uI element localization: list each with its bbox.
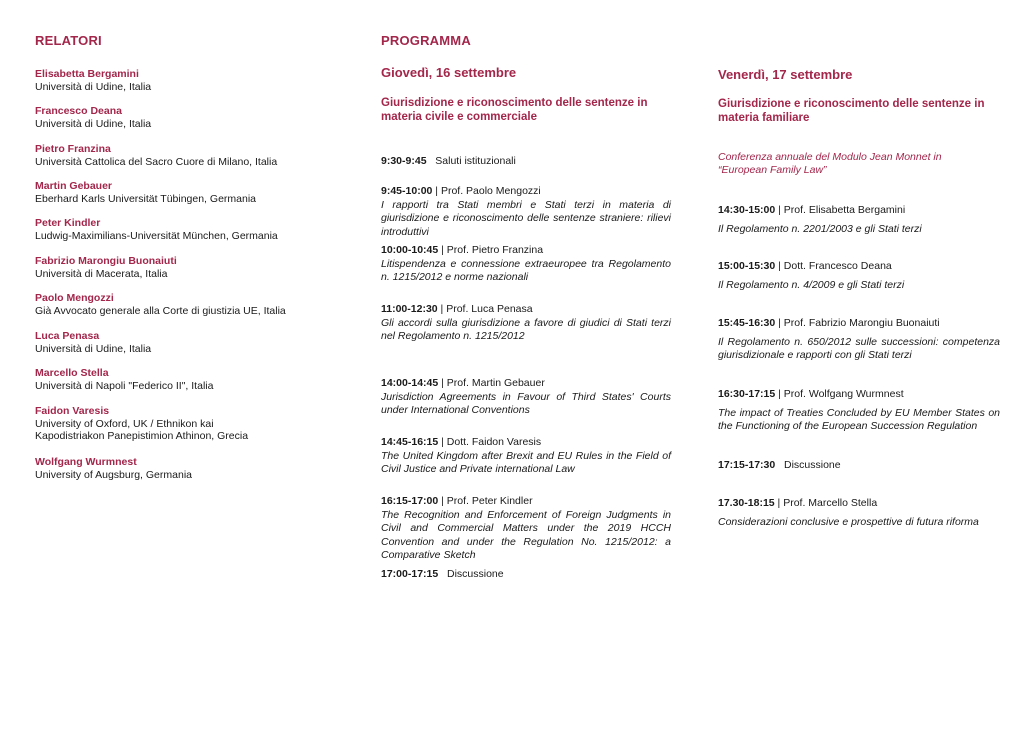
speaker-entry bbox=[35, 217, 335, 242]
speaker-name: Pietro Franzina bbox=[35, 143, 111, 155]
day1-session-title: Giurisdizione e riconoscimento delle sentenze in materia civile e commerciale bbox=[381, 97, 648, 123]
item-speaker: Prof. Fabrizio Marongiu Buonaiuti bbox=[783, 317, 940, 329]
item-talk-title: Il Regolamento n. 2201/2003 e gli Stati terzi bbox=[718, 222, 922, 235]
item-time: 17:15-17:30 bbox=[718, 459, 776, 471]
speaker-name: Peter Kindler bbox=[35, 217, 101, 229]
item-talk-title: Gli accordi sulla giurisdizione a favore di giudici di Stati terzi nel Regolamento n. 1215/2012 bbox=[381, 316, 671, 342]
program-item: 14:30-15:00 | Prof. Elisabetta Bergamini Il Regolamento n. 2201/2003 e gli Stati terzi bbox=[718, 204, 1000, 236]
speaker-affiliation: Università di Udine, Italia bbox=[35, 117, 152, 130]
speaker-affiliation: Università Cattolica del Sacro Cuore di Milano, Italia bbox=[35, 155, 278, 168]
day2-title: Venerdì, 17 settembre bbox=[718, 67, 853, 82]
item-speaker: Dott. Faidon Varesis bbox=[446, 436, 542, 448]
speaker-affiliation: Università di Udine, Italia bbox=[35, 80, 152, 93]
speaker-entry bbox=[35, 105, 335, 130]
speaker-entry bbox=[35, 330, 335, 355]
item-time: 17:00-17:15 bbox=[381, 568, 439, 580]
speaker-name: Luca Penasa bbox=[35, 330, 100, 342]
item-speaker: Prof. Elisabetta Bergamini bbox=[783, 204, 906, 216]
speaker-name: Francesco Deana bbox=[35, 105, 122, 117]
speaker-name: Elisabetta Bergamini bbox=[35, 68, 139, 80]
item-speaker: Prof. Marcello Stella bbox=[783, 497, 878, 509]
item-speaker: Prof. Peter Kindler bbox=[446, 495, 533, 507]
speaker-entry bbox=[35, 292, 335, 317]
speaker-entry bbox=[35, 180, 335, 205]
program-item: 16:15-17:00 | Prof. Peter Kindler The Recognition and Enforcement of Foreign Judgments in Civil and Commercial Matters under the 2019 HCCH Convention and under the Regulation No. 1215/2012: a Comparative Sketch bbox=[381, 495, 671, 561]
speaker-affiliation: Università di Udine, Italia bbox=[35, 342, 152, 355]
speaker-entry bbox=[35, 143, 335, 168]
item-speaker: Prof. Pietro Franzina bbox=[446, 244, 544, 256]
program-item bbox=[718, 459, 1000, 473]
item-talk-title: Il Regolamento n. 650/2012 sulle successioni: competenza giurisdizionale e rapporti con gli Stati terzi bbox=[718, 335, 1000, 361]
item-time: 11:00-12:30 bbox=[381, 303, 438, 315]
item-time: 14:30-15:00 bbox=[718, 204, 776, 216]
speaker-affiliation: Eberhard Karls Universität Tübingen, Germania bbox=[35, 192, 256, 205]
item-speaker: Prof. Wolfgang Wurmnest bbox=[783, 388, 904, 400]
item-time: 9:30-9:45 bbox=[381, 155, 427, 167]
speakers-heading: RELATORI bbox=[35, 33, 102, 48]
item-speaker: Saluti istituzionali bbox=[435, 155, 516, 167]
item-speaker: Dott. Francesco Deana bbox=[783, 260, 892, 272]
speaker-affiliation: University of Augsburg, Germania bbox=[35, 468, 192, 481]
speaker-entry bbox=[35, 367, 335, 392]
day2-session-title: Giurisdizione e riconoscimento delle sentenze in materia familiare bbox=[718, 98, 985, 124]
item-talk-title: Considerazioni conclusive e prospettive di futura riforma bbox=[718, 515, 979, 528]
program-item: 11:00-12:30 | Prof. Luca Penasa Gli accordi sulla giurisdizione a favore di giudici di Stati terzi nel Regolamento n. 1215/2012 bbox=[381, 303, 671, 342]
item-talk-title: Litispendenza e connessione extraeuropee tra Regolamento n. 1215/2012 e norme nazionali bbox=[381, 257, 671, 283]
program-item: 14:00-14:45 | Prof. Martin Gebauer Jurisdiction Agreements in Favour of Third States' Courts under International Conventions bbox=[381, 377, 671, 416]
item-time: 10:00-10:45 bbox=[381, 244, 439, 256]
program-heading: PROGRAMMA bbox=[381, 33, 471, 48]
speaker-entry bbox=[35, 255, 335, 280]
item-time: 9:45-10:00 bbox=[381, 185, 433, 197]
program-item: 9:45-10:00 | Prof. Paolo Mengozzi I rapporti tra Stati membri e Stati terzi in materia di giurisdizione e riconoscimento delle sentenze straniere: rilievi introduttivi bbox=[381, 185, 671, 238]
speaker-name: Wolfgang Wurmnest bbox=[35, 456, 137, 468]
speaker-entry bbox=[35, 456, 335, 481]
item-talk-title: Il Regolamento n. 4/2009 e gli Stati terzi bbox=[718, 278, 905, 291]
item-time: 14:45-16:15 bbox=[381, 436, 439, 448]
speaker-name: Faidon Varesis bbox=[35, 405, 110, 417]
speaker-entry bbox=[35, 405, 280, 443]
program-item: 14:45-16:15 | Dott. Faidon Varesis The United Kingdom after Brexit and EU Rules in the Field of Civil Justice and Private international Law bbox=[381, 436, 671, 475]
item-talk-title: The United Kingdom after Brexit and EU Rules in the Field of Civil Justice and Private international Law bbox=[381, 449, 671, 475]
speaker-affiliation: Già Avvocato generale alla Corte di giustizia UE, Italia bbox=[35, 304, 286, 317]
program-item: 10:00-10:45 | Prof. Pietro Franzina Litispendenza e connessione extraeuropee tra Regolamento n. 1215/2012 e norme nazionali bbox=[381, 244, 671, 283]
item-time: 16:30-17:15 bbox=[718, 388, 776, 400]
speaker-name: Marcello Stella bbox=[35, 367, 109, 379]
item-speaker: Discussione bbox=[446, 568, 504, 580]
item-talk-title: The Recognition and Enforcement of Foreign Judgments in Civil and Commercial Matters under the 2019 HCCH Convention and under the Regulation No. 1215/2012: a Comparative Sketch bbox=[381, 508, 671, 561]
speaker-affiliation: Università di Macerata, Italia bbox=[35, 267, 168, 280]
item-speaker: Prof. Luca Penasa bbox=[446, 303, 533, 315]
speaker-affiliation: Ludwig-Maximilians-Universität München, Germania bbox=[35, 229, 278, 242]
item-time: 17.30-18:15 bbox=[718, 497, 775, 509]
speaker-name: Martin Gebauer bbox=[35, 180, 113, 192]
item-time: 16:15-17:00 bbox=[381, 495, 439, 507]
item-speaker: Discussione bbox=[783, 459, 841, 471]
speaker-name: Fabrizio Marongiu Buonaiuti bbox=[35, 255, 177, 267]
item-time: 15:00-15:30 bbox=[718, 260, 776, 272]
program-item bbox=[381, 155, 671, 169]
speaker-affiliation: University of Oxford, UK / Ethnikon kai Kapodistriakon Panepistimion Athinon, Grecia bbox=[35, 417, 249, 442]
speaker-name: Paolo Mengozzi bbox=[35, 292, 114, 304]
day2-subtitle: Conferenza annuale del Modulo Jean Monnet in “European Family Law” bbox=[718, 151, 942, 176]
item-talk-title: Jurisdiction Agreements in Favour of Third States' Courts under International Conventions bbox=[381, 390, 671, 416]
program-item bbox=[381, 568, 671, 582]
item-talk-title: The impact of Treaties Concluded by EU Member States on the Functioning of the European Succession Regulation bbox=[718, 406, 1000, 432]
program-item: 15:45-16:30 | Prof. Fabrizio Marongiu Buonaiuti Il Regolamento n. 650/2012 sulle successioni: competenza giurisdizionale e rapporti con gli Stati terzi bbox=[718, 317, 1000, 361]
item-speaker: Prof. Paolo Mengozzi bbox=[440, 185, 541, 197]
item-talk-title: I rapporti tra Stati membri e Stati terzi in materia di giurisdizione e riconoscimento delle sentenze straniere: rilievi introduttivi bbox=[381, 198, 671, 238]
program-item: 16:30-17:15 | Prof. Wolfgang Wurmnest The impact of Treaties Concluded by EU Member States on the Functioning of the European Succession Regulation bbox=[718, 388, 1000, 432]
program-item: 15:00-15:30 | Dott. Francesco Deana Il Regolamento n. 4/2009 e gli Stati terzi bbox=[718, 260, 1000, 292]
day1-title: Giovedì, 16 settembre bbox=[381, 65, 517, 80]
speaker-entry bbox=[35, 68, 335, 93]
item-time: 15:45-16:30 bbox=[718, 317, 776, 329]
item-time: 14:00-14:45 bbox=[381, 377, 439, 389]
item-speaker: Prof. Martin Gebauer bbox=[446, 377, 545, 389]
program-item: 17.30-18:15 | Prof. Marcello Stella Considerazioni conclusive e prospettive di futura riforma bbox=[718, 497, 1000, 529]
speaker-affiliation: Università di Napoli "Federico II", Italia bbox=[35, 379, 214, 392]
